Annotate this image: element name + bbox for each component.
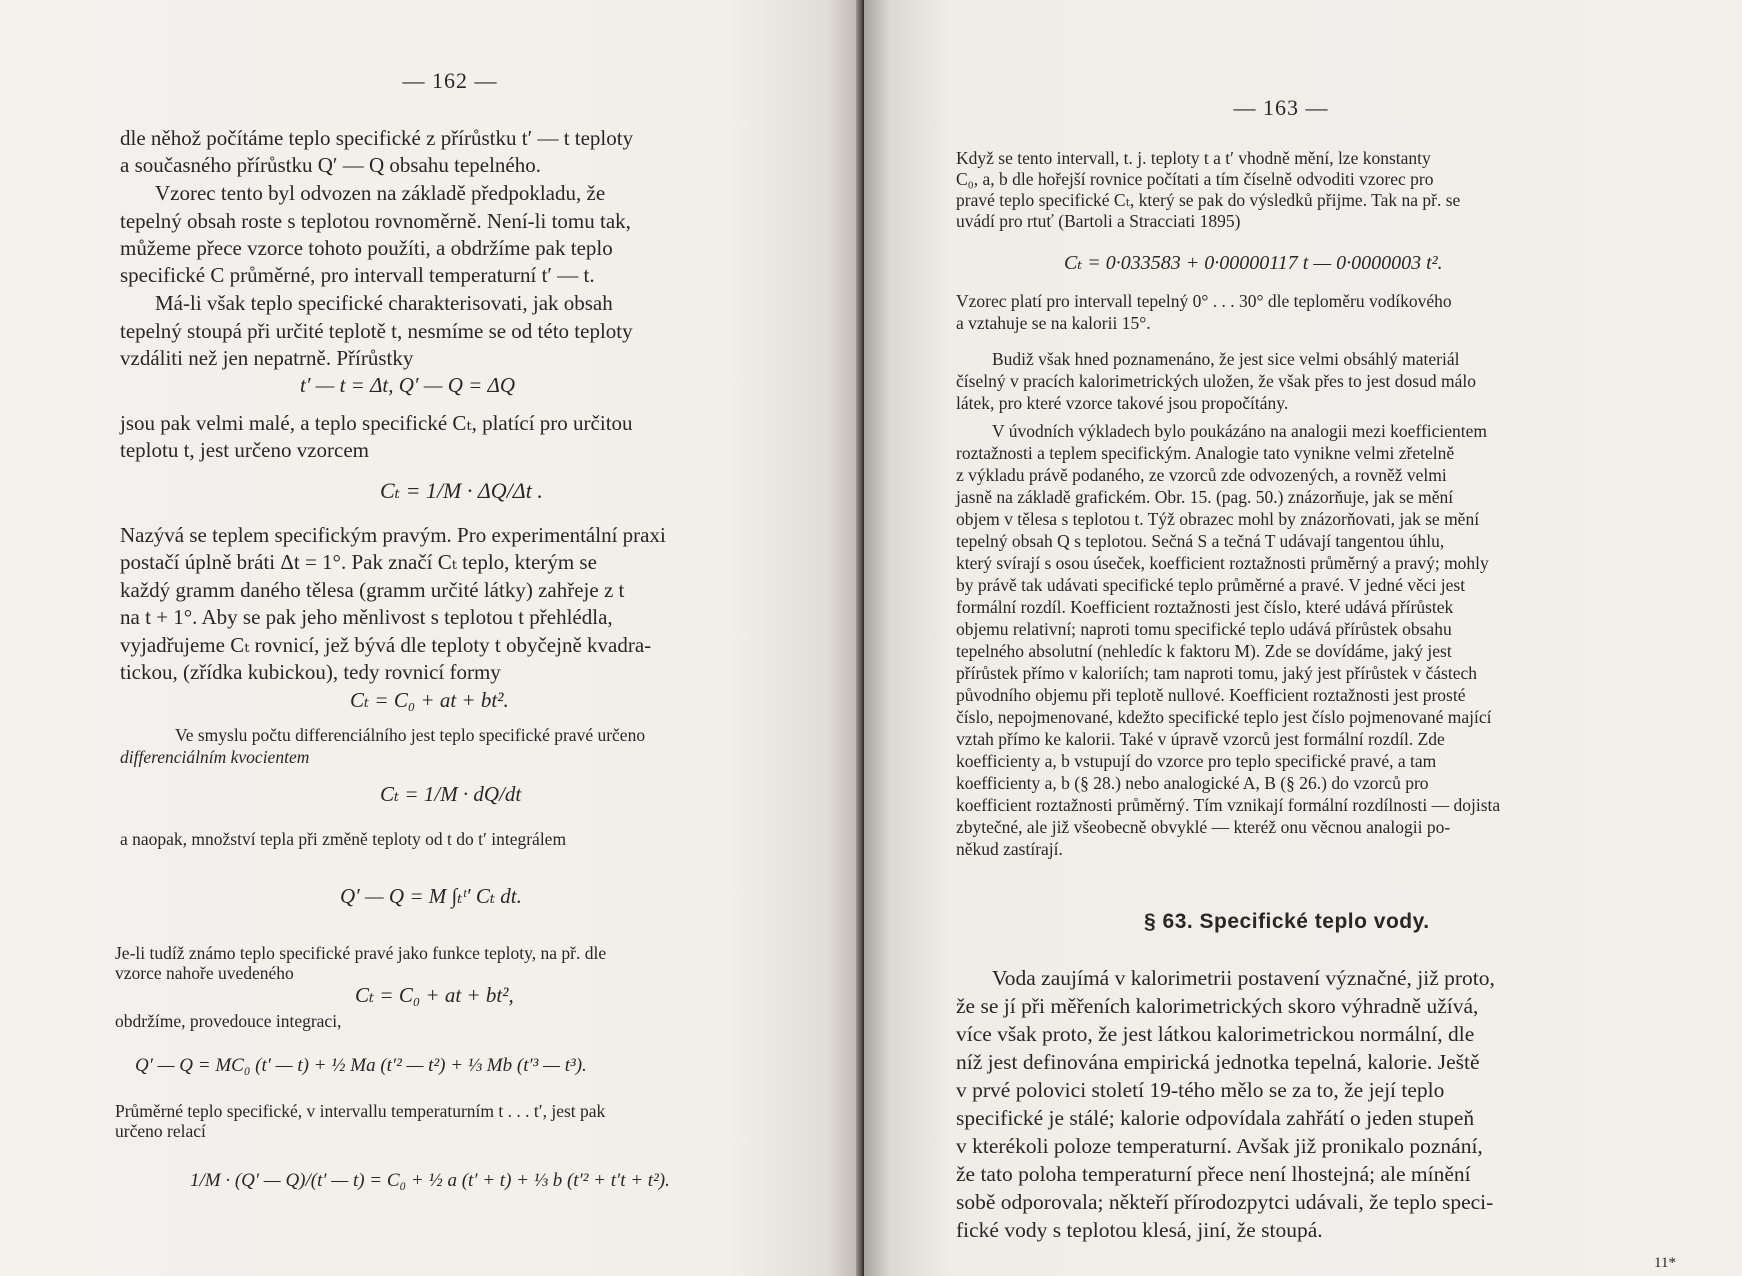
- equation-differential: Cₜ = 1/M · dQ/dt: [380, 782, 522, 806]
- equation-mean: 1/M · (Q′ — Q)/(t′ — t) = C₀ + ½ a (t′ + t) + ⅓ b (t′² + t′t + t²).: [190, 1170, 670, 1191]
- text-line: roztažnosti a teplem specifickým. Analogie tato vynikne velmi zřetelně: [956, 443, 1455, 463]
- text-line: tepelný obsah Q s teplotou. Sečná S a tečná T udávají tangentou úhlu,: [956, 531, 1445, 551]
- right-page-number: — 163 —: [1233, 95, 1329, 120]
- text-line: differenciálním kvocientem: [120, 747, 310, 767]
- text-line: můžeme přece vzorce tohoto použíti, a obdržíme pak teplo: [120, 236, 613, 260]
- text-line: číslo, nepojmenované, kdežto specifické teplo jest číslo pojmenované mající: [956, 707, 1492, 727]
- text-line: uvádí pro rtuť (Bartoli a Stracciati 1895): [956, 211, 1241, 231]
- text-line: určeno relací: [115, 1121, 206, 1141]
- text-line: Budiž však hned poznamenáno, že jest sice velmi obsáhlý materiál: [992, 349, 1460, 369]
- text-line: postačí úplně bráti Δt = 1°. Pak značí Cₜ teplo, kterým se: [120, 550, 597, 574]
- text-line: objem v tělesa s teplotou t. Týž obrazec mohl by znázorňovati, jak se mění: [956, 509, 1480, 529]
- text-line: Když se tento intervall, t. j. teploty t a t′ vhodně mění, lze konstanty: [956, 148, 1431, 168]
- text-line: Voda zaujímá v kalorimetrii postavení význačné, již proto,: [992, 966, 1495, 990]
- text-line: jasně na základě grafickém. Obr. 15. (pag. 50.) znázorňuje, jak se mění: [956, 487, 1454, 507]
- text-line: že se jí při měřeních kalorimetrických skoro výhradně užívá,: [956, 994, 1479, 1018]
- text-line: sobě odporovala; někteří přírodozpytci udávali, že teplo speci-: [956, 1190, 1494, 1214]
- text-line: by právě tak udávati specifické teplo průměrné a pravé. V jedné věci jest: [956, 575, 1466, 595]
- text-line: v prvé polovici století 19-tého mělo se za to, že její teplo: [956, 1078, 1445, 1102]
- text-line: níž jest definována empirická jednotka tepelná, kalorie. Ještě: [956, 1050, 1480, 1074]
- text-line: dle něhož počítáme teplo specifické z přírůstku t′ — t teploty: [120, 126, 634, 150]
- text-line: obdržíme, provedouce integraci,: [115, 1011, 342, 1031]
- text-line: pravé teplo specifické Cₜ, který se pak do výsledků přijme. Tak na př. se: [956, 190, 1461, 210]
- text-line: a vztahuje se na kalorii 15°.: [956, 313, 1151, 333]
- text-line: fické vody s teplotou klesá, jiní, že stoupá.: [956, 1218, 1323, 1242]
- right-page: [864, 0, 1742, 1276]
- text-line: Vzorec tento byl odvozen na základě předpokladu, že: [155, 181, 606, 205]
- text-line: tepelného absolutní (nehledíc k faktoru M). Zde se dovídáme, jaký jest: [956, 641, 1452, 661]
- text-line: který svírají s osou úseček, koefficient roztažnosti průměrný a pravý; mohly: [956, 553, 1489, 573]
- text-line: teplotu t, jest určeno vzorcem: [120, 438, 369, 462]
- text-line: Nazývá se teplem specifickým pravým. Pro experimentální praxi: [120, 523, 666, 547]
- text-line: jsou pak velmi malé, a teplo specifické Cₜ, platící pro určitou: [120, 411, 633, 435]
- text-line: že tato poloha temperaturní přece není lhostejná; ale mínění: [956, 1162, 1471, 1186]
- text-line: látek, pro které vzorce takové jsou propočítány.: [956, 393, 1289, 413]
- text-line: vzorce nahoře uvedeného: [115, 963, 294, 983]
- text-line: objemu relativní; naproti tomu specifické teplo udává přírůstek obsahu: [956, 619, 1452, 639]
- signature-mark: 11*: [1654, 1255, 1676, 1271]
- text-line: vyjadřujeme Cₜ rovnicí, jež bývá dle teploty t obyčejně kvadra-: [120, 633, 652, 657]
- left-page: [0, 0, 862, 1276]
- equation-ratio: Cₜ = 1/M · ΔQ/Δt .: [380, 478, 543, 503]
- text-line: přírůstek přímo v kaloriích; tam naproti tomu, jaký jest přírůstek v částech: [956, 663, 1477, 683]
- text-line: tepelný stoupá při určité teplotě t, nesmíme se od této teploty: [120, 319, 633, 343]
- text-line: více však proto, že jest látkou kalorimetrickou normální, dle: [956, 1022, 1475, 1046]
- text-line: V úvodních výkladech bylo poukázáno na analogii mezi koefficientem: [992, 421, 1488, 441]
- text-line: číselný v pracích kalorimetrických uložen, že však přes to jest dosud málo: [956, 371, 1476, 391]
- text-line: Průměrné teplo specifické, v intervallu temperaturním t . . . t′, jest pak: [115, 1101, 606, 1121]
- text-line: C₀, a, b dle hořejší rovnice počítati a tím číselně odvoditi vzorec pro: [956, 169, 1434, 189]
- equation-mercury: Cₜ = 0·033583 + 0·00000117 t — 0·0000003 t².: [1064, 252, 1443, 274]
- text-line: vzdáliti než jen nepatrně. Přírůstky: [120, 346, 414, 370]
- text-line: v kterékoli poloze temperaturní. Avšak již pronikalo poznání,: [956, 1134, 1483, 1158]
- text-line: a současného přírůstku Q′ — Q obsahu tepelného.: [120, 153, 542, 177]
- text-line: koefficienty a, b vstupují do vzorce pro teplo specifické pravé, a tam: [956, 751, 1437, 771]
- equation-quadratic: Cₜ = C₀ + at + bt².: [350, 688, 509, 712]
- text-line: Ve smyslu počtu differenciálního jest teplo specifické pravé určeno: [175, 725, 646, 745]
- text-line: tepelný obsah roste s teplotou rovnoměrně. Není-li tomu tak,: [120, 209, 631, 233]
- text-line: původního objemu při teplotě nullové. Koefficient roztažnosti jest prosté: [956, 685, 1466, 705]
- equation-increments: t′ — t = Δt, Q′ — Q = ΔQ: [300, 373, 516, 397]
- text-line: vztah přímo ke kalorii. Také v úpravě vzorců jest formální rozdíl. Zde: [956, 729, 1445, 749]
- text-line: Je-li tudíž známo teplo specifické pravé jako funkce teploty, na př. dle: [115, 943, 607, 963]
- text-line: z výkladu právě podaného, ze vzorců zde odvozených, a rovněž velmi: [956, 465, 1447, 485]
- text-line: formální rozdíl. Koefficient roztažnosti jest číslo, které udává přírůstek: [956, 597, 1454, 617]
- text-line: zbytečné, ale již všeobecně obvyklé — kteréž onu věcnou analogii po-: [956, 817, 1451, 837]
- text-line: specifické je stálé; kalorie odpovídala zahřátí o jeden stupeň: [956, 1106, 1475, 1130]
- section-heading: § 63. Specifické teplo vody.: [1144, 910, 1430, 933]
- left-page-number: — 162 —: [402, 68, 498, 93]
- text-line: a naopak, množství tepla při změně teploty od t do t′ integrálem: [120, 829, 567, 849]
- text-line: koefficienty a, b (§ 28.) nebo analogické A, B (§ 26.) do vzorců pro: [956, 773, 1429, 793]
- equation-integrated: Q′ — Q = MC₀ (t′ — t) + ½ Ma (t′² — t²) + ⅓ Mb (t′³ — t³).: [135, 1055, 587, 1076]
- equation-integral: Q′ — Q = M ∫ₜᵗ′ Cₜ dt.: [340, 884, 522, 908]
- text-line: Má-li však teplo specifické charakterisovati, jak obsah: [155, 291, 613, 315]
- text-line: specifické C průměrné, pro intervall temperaturní t′ — t.: [120, 263, 595, 287]
- text-line: koefficient roztažnosti průměrný. Tím vznikají formální rozdílnosti — dojista: [956, 795, 1501, 815]
- text-line: na t + 1°. Aby se pak jeho měnlivost s teplotou t přehlédla,: [120, 605, 613, 629]
- text-line: každý gramm daného tělesa (gramm určité látky) zahřeje z t: [120, 578, 625, 602]
- text-line: někud zastírají.: [956, 839, 1063, 859]
- equation-function: Cₜ = C₀ + at + bt²,: [355, 983, 514, 1007]
- text-line: tickou, (zřídka kubickou), tedy rovnicí formy: [120, 660, 501, 684]
- text-line: Vzorec platí pro intervall tepelný 0° . . . 30° dle teploměru vodíkového: [956, 291, 1452, 311]
